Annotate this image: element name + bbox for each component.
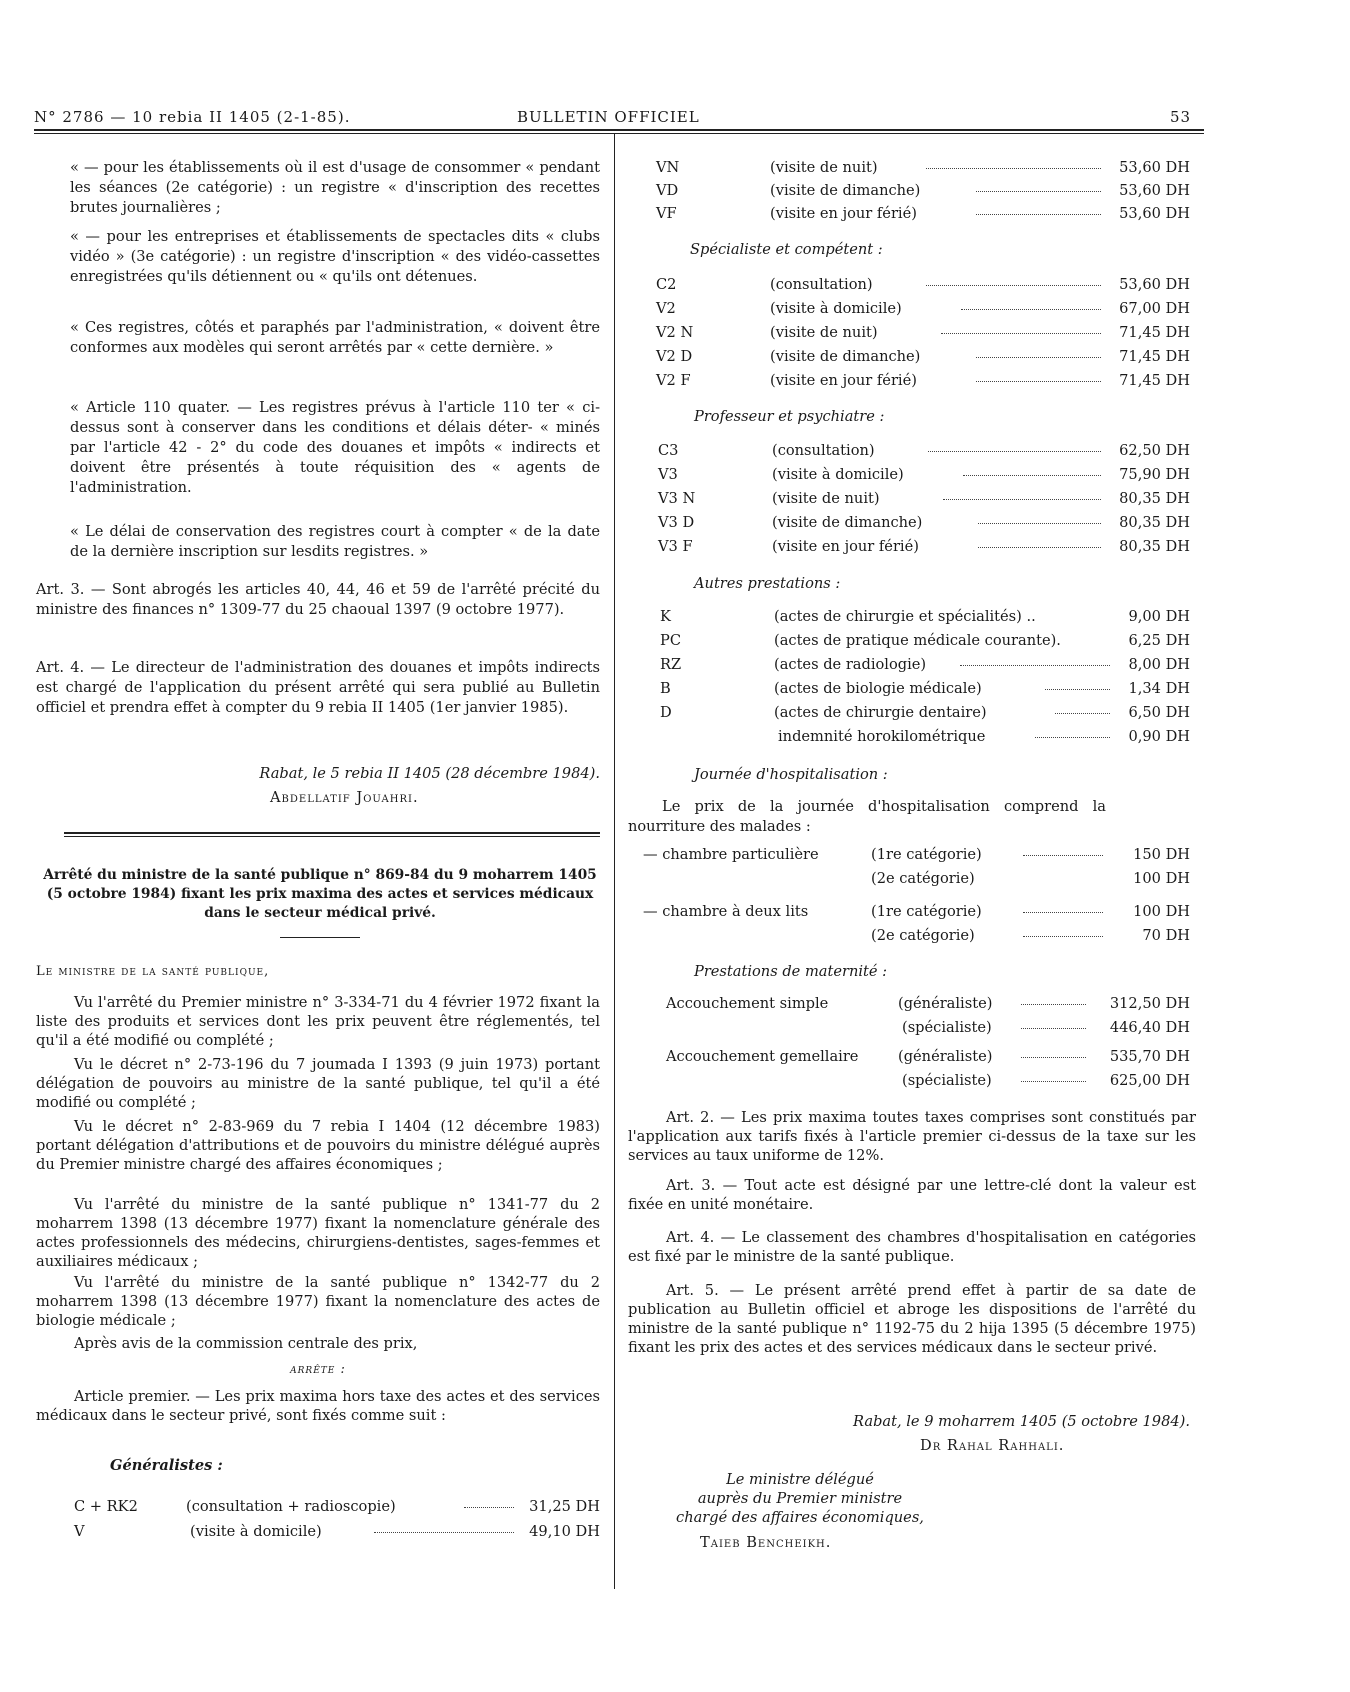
maternity-label: Accouchement simple [666,995,829,1012]
tariff-code: V3 N [658,490,696,507]
tariff-price: 80,35 DH [1119,490,1190,507]
tariff-code: PC [660,632,681,649]
paragraph: « — pour les établissements où il est d'usage de consommer « pendant les séances (2e catégorie) : un registre « d'inscription des recettes brutes journalières ; [70,159,600,216]
room-category: (2e catégorie) [871,870,975,887]
tariff-code: V2 [656,300,676,317]
header-rule-thin [34,133,1204,134]
decree-title: Arrêté du ministre de la santé publique n° 869-84 du 9 moharrem 1405 (5 octobre 1984) fixant les prix maxima des actes et services médicaux dans le secteur médical privé. [43,867,597,921]
tariff-price: 6,50 DH [1128,704,1190,721]
tariff-label: (visite à domicile) [190,1523,322,1540]
tariff-row [660,607,1190,627]
practitioner: (généraliste) [898,1048,993,1065]
tariff-row [658,513,1190,533]
paragraph: « Ces registres, côtés et paraphés par l'administration, « doivent être conformes aux modèles qui seront arrêtés par « cette dernière. » [70,319,600,356]
maternity-price: 312,50 DH [1109,995,1190,1012]
tariff-row [660,631,1190,651]
tariff-label: (visite en jour férié) [770,372,917,389]
paragraph: « Article 110 quater. — Les registres prévus à l'article 110 ter « ci-dessus sont à conserver dans les conditions et délais déter- « minés par l'article 42 - 2° du code des douanes et impôts « indirects et doivent être présentés à toute réquisition des « agents de l'administration. [70,399,600,496]
delegate-title: chargé des affaires économiques, [676,1509,924,1526]
visa-paragraph: Vu l'arrêté du ministre de la santé publique n° 1342-77 du 2 moharrem 1398 (13 décembre 1977) fixant la nomenclature des actes de biologie médicale ; [36,1274,600,1329]
arrete-heading: arrête : [290,1362,346,1377]
tariff-row [656,204,1190,224]
visa-paragraph: Vu l'arrêté du Premier ministre n° 3-334-71 du 4 février 1972 fixant la liste des produits et services dont les prix peuvent être réglementés, tel qu'il a été modifié ou complété ; [36,994,600,1049]
tariff-row [656,275,1190,295]
article-premier: Article premier. — Les prix maxima hors taxe des actes et des services médicaux dans le secteur privé, sont fixés comme suit : [36,1388,600,1424]
tariff-code: V2 F [656,372,691,389]
visa-paragraph: Vu le décret n° 2-83-969 du 7 rebia I 1404 (12 décembre 1983) portant délégation d'attributions et de pouvoirs du ministre délégué auprès du Premier ministre chargé des affaires économiques ; [36,1118,600,1173]
issue-number: N° 2786 — 10 rebia II 1405 (2-1-85). [34,108,351,126]
tariff-label: (actes de chirurgie et spécialités) .. [774,608,1036,625]
tariff-code: V [74,1523,85,1540]
tariff-label: (visite à domicile) [772,466,904,483]
maternity-price: 446,40 DH [1109,1019,1190,1036]
tariff-label: (visite de dimanche) [770,182,921,199]
tariff-price: 71,45 DH [1119,372,1190,389]
tariff-price: 31,25 DH [529,1498,600,1515]
signature-name: Dr Rahal Rahhali. [920,1437,1065,1454]
tariff-label: (visite en jour férié) [772,538,919,555]
visa-paragraph: Vu l'arrêté du ministre de la santé publique n° 1341-77 du 2 moharrem 1398 (13 décembre 1977) fixant la nomenclature générale des actes professionnels des médecins, chirurgiens-dentistes, sages-femmes et auxiliaires médicaux ; [36,1196,600,1270]
tariff-price: 80,35 DH [1119,514,1190,531]
tariff-row [658,537,1190,557]
tariff-price: 53,60 DH [1119,159,1190,176]
tariff-code: C2 [656,276,677,293]
tariff-row [74,1497,600,1517]
tariff-price: 53,60 DH [1119,276,1190,293]
signature-date: Rabat, le 9 moharrem 1405 (5 octobre 1984). [853,1413,1190,1430]
section-heading: Journée d'hospitalisation : [694,766,888,783]
maternity-price: 625,00 DH [1109,1072,1190,1089]
tariff-row [658,489,1190,509]
tariff-row [656,181,1190,201]
tariff-code: V2 D [656,348,693,365]
room-price: 70 DH [1142,927,1190,944]
tariff-row [74,1522,600,1542]
tariff-label: (visite à domicile) [770,300,902,317]
section-heading: Professeur et psychiatre : [694,408,885,425]
delegate-title: auprès du Premier ministre [697,1490,903,1507]
tariff-code: VD [656,182,679,199]
publication-title: BULLETIN OFFICIEL [517,108,700,126]
tariff-price: 67,00 DH [1119,300,1190,317]
tariff-row [660,703,1190,723]
tariff-row [658,441,1190,461]
tariff-label: (actes de chirurgie dentaire) [774,704,987,721]
hospital-row [643,869,1190,889]
tariff-row [656,299,1190,319]
room-category: (1re catégorie) [871,846,982,863]
signature-date: Rabat, le 5 rebia II 1405 (28 décembre 1984). [259,765,600,782]
practitioner: (spécialiste) [902,1072,992,1089]
tariff-code: V3 [658,466,678,483]
paragraph: « — pour les entreprises et établissements de spectacles dits « clubs vidéo » (3e catégorie) : un registre d'inscription « des vidéo-cassettes enregistrées qu'ils détiennent ou « qu'ils ont détenues. [70,228,600,285]
paragraph: « Le délai de conservation des registres court à compter « de la date de la dernière inscription sur lesdits registres. » [70,523,600,560]
room-category: (2e catégorie) [871,927,975,944]
tariff-price: 6,25 DH [1128,632,1190,649]
tariff-row [656,347,1190,367]
tariff-code: VN [656,159,680,176]
maternity-row [666,994,1190,1014]
tariff-price: 53,60 DH [1119,182,1190,199]
section-heading: Autres prestations : [694,575,841,592]
tariff-price: 75,90 DH [1119,466,1190,483]
room-type: — chambre particulière [643,846,819,863]
tariff-label: (consultation) [770,276,873,293]
section-rule [64,832,600,834]
article-4: Art. 4. — Le classement des chambres d'hospitalisation en catégories est fixé par le ministre de la santé publique. [628,1229,1196,1265]
tariff-price: 8,00 DH [1128,656,1190,673]
tariff-label: (consultation) [772,442,875,459]
signature-name: Abdellatif Jouahri. [270,789,419,806]
tariff-row [656,371,1190,391]
room-price: 150 DH [1133,846,1190,863]
section-heading: Prestations de maternité : [694,963,888,980]
article-4: Art. 4. — Le directeur de l'administration des douanes et impôts indirects est chargé de l'application du présent arrêté qui sera publié au Bulletin officiel et prendra effet à compter du 9 rebia II 1405 (1er janvier 1985). [36,659,600,716]
hospital-row [643,845,1190,865]
tariff-label: (consultation + radioscopie) [186,1498,396,1515]
tariff-price: 71,45 DH [1119,348,1190,365]
room-category: (1re catégorie) [871,903,982,920]
title-separator [280,937,360,938]
delegate-title: Le ministre délégué [726,1471,874,1488]
tariff-code: C + RK2 [74,1498,138,1515]
tariff-row [658,465,1190,485]
tariff-code: V2 N [656,324,694,341]
tariff-code: V3 F [658,538,693,555]
paragraph: Le prix de la journée d'hospitalisation comprend la nourriture des malades : [628,798,1106,835]
article-5: Art. 5. — Le présent arrêté prend effet à partir de sa date de publication au Bulletin officiel et abroge les dispositions de l'arrêté du ministre de la santé publique n° 1192-75 du 2 hija 1395 (5 décembre 1975) fixant les prix des actes et des services médicaux dans le secteur privé. [628,1282,1196,1356]
tariff-price: 49,10 DH [529,1523,600,1540]
maternity-price: 535,70 DH [1109,1048,1190,1065]
tariff-code: RZ [660,656,682,673]
minister-line: Le ministre de la santé publique, [36,964,270,979]
page-number: 53 [1170,108,1192,126]
practitioner: (spécialiste) [902,1019,992,1036]
room-price: 100 DH [1133,903,1190,920]
tariff-label: (visite de nuit) [772,490,880,507]
visa-paragraph: Après avis de la commission centrale des prix, [74,1335,418,1352]
tariff-code: K [660,608,671,625]
header-rule [34,129,1204,131]
tariff-price: 53,60 DH [1119,205,1190,222]
article-3: Art. 3. — Tout acte est désigné par une lettre-clé dont la valeur est fixée en unité monétaire. [628,1177,1196,1213]
tariff-code: D [660,704,672,721]
tariff-row [656,323,1190,343]
tariff-label: (visite de dimanche) [772,514,923,531]
tariff-price: 0,90 DH [1128,728,1190,745]
room-price: 100 DH [1133,870,1190,887]
tariff-row [660,679,1190,699]
section-rule-thin [64,836,600,837]
column-divider [614,134,615,1589]
room-type: — chambre à deux lits [643,903,809,920]
tariff-price: 9,00 DH [1128,608,1190,625]
tariff-code: VF [656,205,677,222]
tariff-price: 1,34 DH [1128,680,1190,697]
tariff-label: (actes de pratique médicale courante). [774,632,1061,649]
delegate-name: Taieb Bencheikh. [700,1534,832,1551]
section-heading: Spécialiste et compétent : [690,241,883,258]
tariff-label: (actes de radiologie) [774,656,927,673]
maternity-row [666,1071,1190,1091]
article-2: Art. 2. — Les prix maxima toutes taxes comprises sont constitués par l'application aux tarifs fixés à l'article premier ci-dessus de la taxe sur les services au taux uniforme de 12%. [628,1109,1196,1164]
tariff-price: 80,35 DH [1119,538,1190,555]
tariff-label: (visite de dimanche) [770,348,921,365]
section-heading: Généralistes : [110,1457,223,1474]
tariff-price: 62,50 DH [1119,442,1190,459]
hospital-row [643,926,1190,946]
tariff-code: V3 D [658,514,695,531]
maternity-label: Accouchement gemellaire [666,1048,859,1065]
tariff-row [660,655,1190,675]
tariff-label: (visite de nuit) [770,324,878,341]
tariff-label: (actes de biologie médicale) [774,680,982,697]
tariff-price: 71,45 DH [1119,324,1190,341]
article-3: Art. 3. — Sont abrogés les articles 40, 44, 46 et 59 de l'arrêté précité du ministre des finances n° 1309-77 du 25 chaoual 1397 (9 octobre 1977). [36,581,600,618]
tariff-label: indemnité horokilométrique [778,728,986,745]
visa-paragraph: Vu le décret n° 2-73-196 du 7 joumada I 1393 (9 juin 1973) portant délégation de pouvoirs au ministre de la santé publique, tel qu'il a été modifié ou complété ; [36,1056,600,1111]
tariff-row [656,158,1190,178]
tariff-label: (visite de nuit) [770,159,878,176]
tariff-code: C3 [658,442,679,459]
tariff-code: B [660,680,671,697]
maternity-row [666,1047,1190,1067]
hospital-row [643,902,1190,922]
tariff-label: (visite en jour férié) [770,205,917,222]
maternity-row [666,1018,1190,1038]
tariff-row [660,727,1190,747]
practitioner: (généraliste) [898,995,993,1012]
